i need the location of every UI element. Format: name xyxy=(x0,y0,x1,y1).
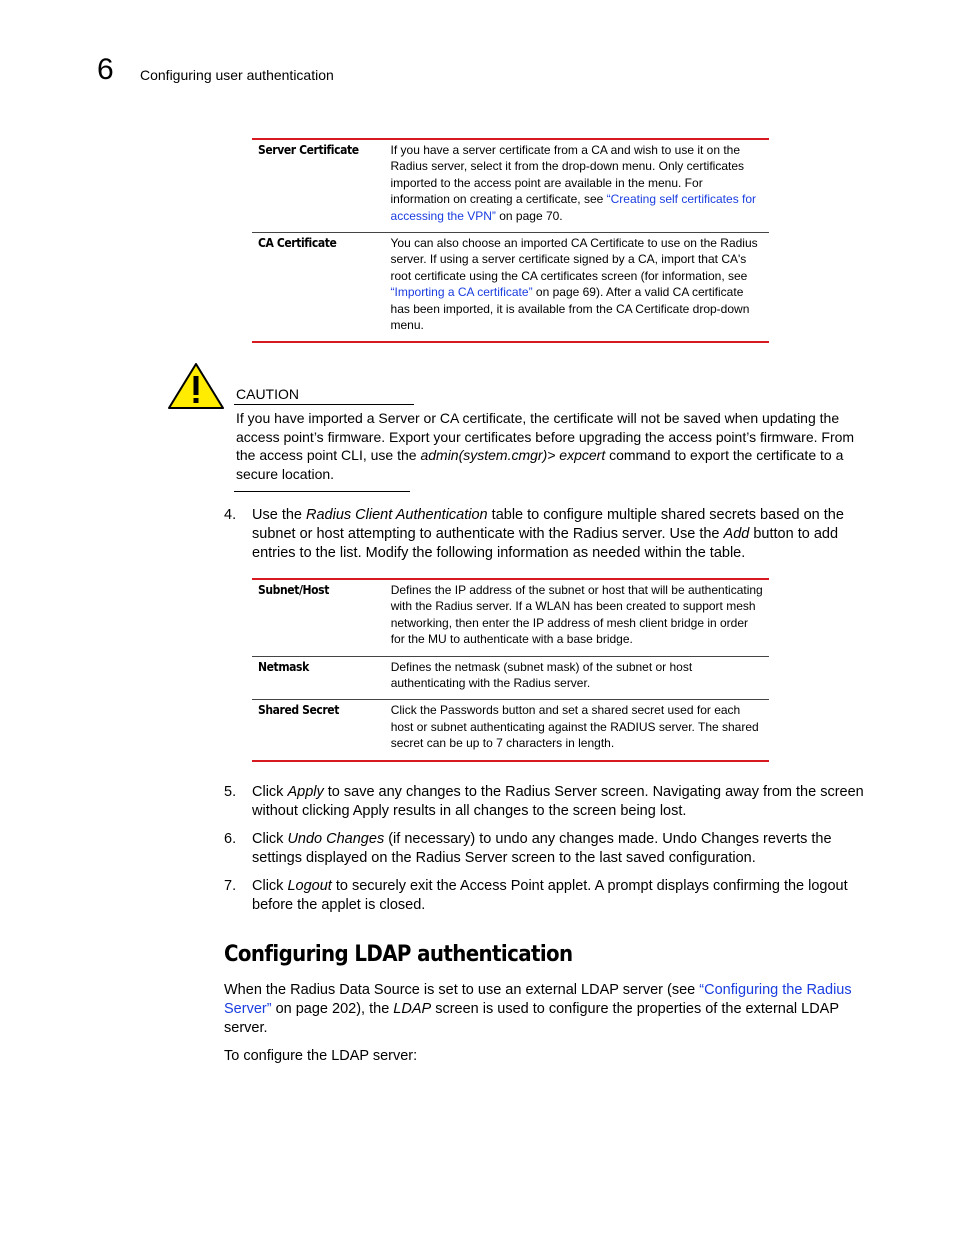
ui-term: Logout xyxy=(287,878,332,894)
step-text-part: Use the xyxy=(252,507,306,523)
term-server-certificate: Server Certificate xyxy=(258,143,359,157)
caution-rule-top xyxy=(234,404,414,405)
desc-text: If you have a server certificate from a CA and wish to use it on the Radius server, select it from the drop-down menu. Only certificates imported to the access point are available in the menu. For information on creating a certificate, see xyxy=(390,143,744,207)
chapter-number: 6 xyxy=(97,53,114,86)
caution-text-part: If you have imported a Server or CA certificate, the certificate will not be saved when updating the access point’s firmware. Export your certificates before upgrading the access point’s firmware. From the access point CLI, use the xyxy=(236,410,855,464)
ui-term: Undo Changes xyxy=(287,831,385,847)
caution-rule-bottom xyxy=(234,491,410,492)
term-ca-certificate: CA Certificate xyxy=(252,233,385,343)
link-configuring-radius-server[interactable]: “Configuring the Radius Server” xyxy=(224,982,852,1017)
desc-text: on page 70. xyxy=(495,208,563,223)
section-intro: To configure the LDAP server: xyxy=(224,1048,418,1064)
radius-client-table xyxy=(252,578,769,762)
step-text-part: (if necessary) to undo any changes made. Undo Changes reverts the settings displayed on the Radius Server screen to the last saved configuration. xyxy=(252,831,832,866)
step-text-part: to securely exit the Access Point applet. A prompt displays confirming the logout before the applet is closed. xyxy=(252,878,848,913)
desc-netmask: Defines the netmask (subnet mask) of the subnet or host authenticating with the Radius server. xyxy=(385,656,769,700)
ui-term: Radius Client Authentication xyxy=(306,507,488,523)
table-row xyxy=(252,700,769,761)
para-text: When the Radius Data Source is set to use an external LDAP server (see xyxy=(224,982,700,998)
step-text xyxy=(252,877,872,915)
table-row xyxy=(252,656,769,700)
link-creating-self-certificates[interactable]: “Creating self certificates for accessing the VPN” xyxy=(390,192,757,223)
step-text-part: Click xyxy=(252,831,288,847)
link-importing-ca-certificate[interactable]: “Importing a CA certificate” xyxy=(390,285,533,300)
desc-server-certificate xyxy=(385,139,769,233)
step-number: 7. xyxy=(224,878,237,894)
step-text-part: to save any changes to the Radius Server screen. Navigating away from the screen without clicking Apply results in all changes to the screen being lost. xyxy=(252,784,864,819)
para-text: on page 202), the xyxy=(271,1000,394,1017)
certificate-table xyxy=(252,138,769,343)
section-heading: Configuring LDAP authentication xyxy=(224,942,573,967)
step-number: 4. xyxy=(224,507,237,523)
ui-term: Add xyxy=(723,525,750,542)
step-number: 5. xyxy=(224,784,237,800)
warning-triangle-icon xyxy=(167,362,225,410)
step-number: 6. xyxy=(224,831,237,847)
section-paragraph xyxy=(224,981,869,1037)
table-row xyxy=(252,579,769,656)
term-subnet-host: Subnet/Host xyxy=(258,583,329,597)
step-text xyxy=(252,830,872,868)
step-text-part: Click xyxy=(252,784,288,800)
step-text-part: Click xyxy=(252,878,288,894)
step-text xyxy=(252,783,872,821)
ui-term: Apply xyxy=(287,784,324,800)
term-shared-secret: Shared Secret xyxy=(252,700,385,761)
term-netmask: Netmask xyxy=(252,656,385,700)
caution-text-part: command to export the certificate to a secure location. xyxy=(236,447,844,482)
caution-heading: CAUTION xyxy=(236,386,299,402)
caution-text xyxy=(236,409,872,483)
table-row xyxy=(252,233,769,343)
step-text-part: button to add entries to the list. Modify the following information as needed within the table. xyxy=(252,525,839,561)
desc-ca-certificate xyxy=(385,233,769,343)
desc-subnet-host: Defines the IP address of the subnet or host that will be authenticating with the Radius server. If a WLAN has been created to support mesh networking, then enter the IP address of mesh client bridge in order for the MU to authenticate with a base bridge. xyxy=(390,583,763,647)
desc-shared-secret: Click the Passwords button and set a shared secret used for each host or subnet authenticating against the RADIUS server. The shared secret can be up to 7 characters in length. xyxy=(385,700,769,761)
step-text xyxy=(252,506,872,562)
table-row xyxy=(252,139,769,233)
ui-term: LDAP xyxy=(393,1000,432,1017)
desc-text: You can also choose an imported CA Certificate to use on the Radius server. If using a server certificate signed by a CA, import that CA's root certificate using the CA certificates screen (for information, see xyxy=(390,236,758,283)
chapter-title: Configuring user authentication xyxy=(140,67,334,83)
cli-command: admin(system.cmgr)> expcert xyxy=(420,447,606,464)
desc-text: on page 69). After a valid CA certificate has been imported, it is available from the CA Certificate drop-down menu. xyxy=(390,285,750,333)
step-text-part: table to configure multiple shared secrets based on the subnet or host attempting to authenticate with the Radius server. Use the xyxy=(252,507,844,542)
para-text: screen is used to configure the properties of the external LDAP server. xyxy=(224,1000,839,1036)
